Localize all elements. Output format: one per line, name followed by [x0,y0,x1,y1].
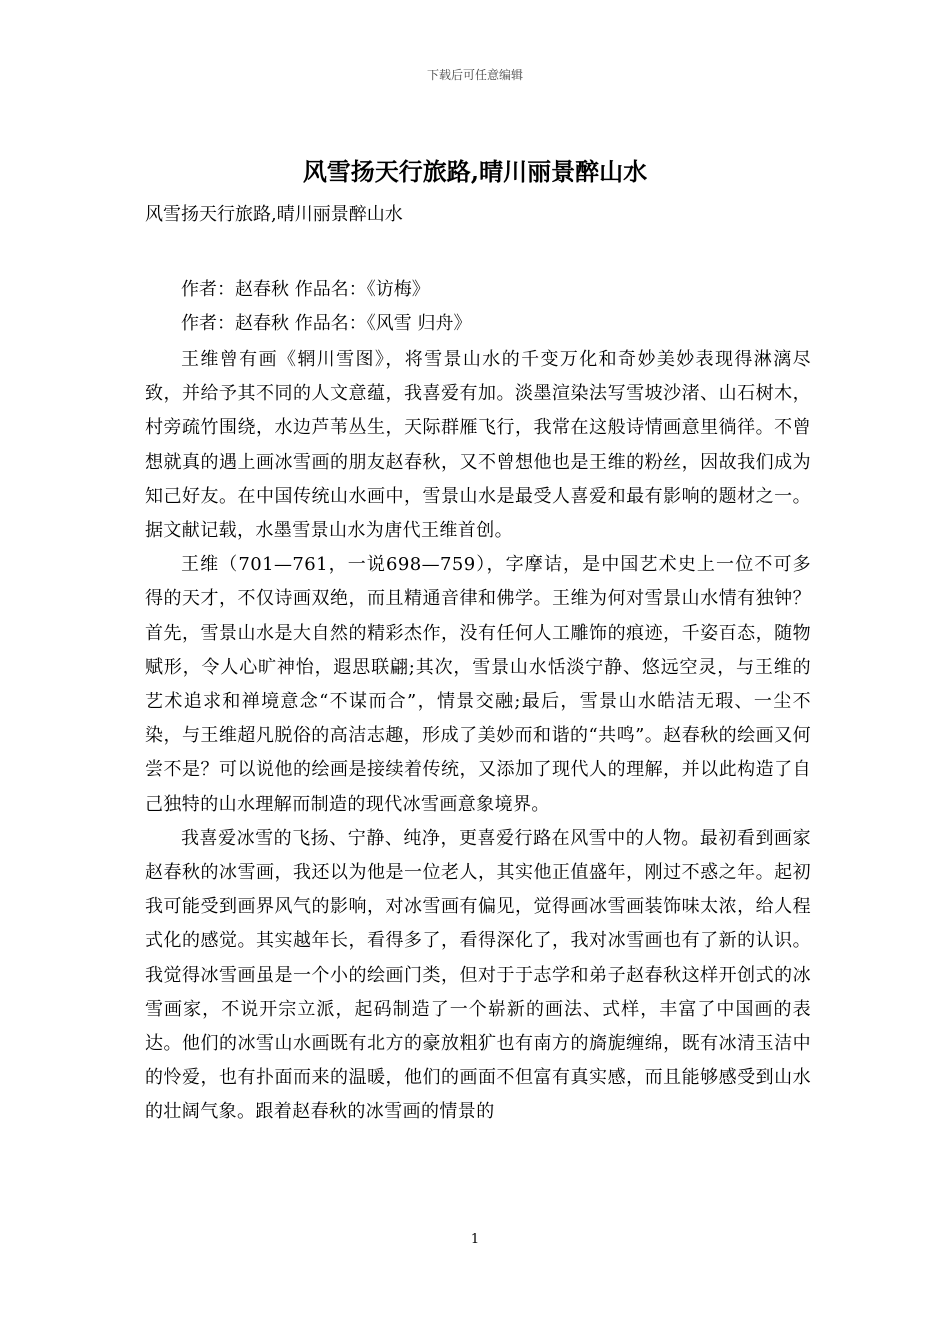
credit-line: 作者：赵春秋 作品名：《访梅》 [181,279,430,300]
body-paragraph: 我喜爱冰雪的飞扬、宁静、纯净，更喜爱行路在风雪中的人物。最初看到画家赵春秋的冰雪画，我还以为他是一位老人，其实他正值盛年，刚过不惑之年。起初我可能受到画界风气的影响，对冰雪画有偏见，觉得画冰雪画装饰味太浓，给人程式化的感觉。其实越年长，看得多了，看得深化了，我对冰雪画也有了新的认识。我觉得冰雪画虽是一个小的绘画门类，但对于于志学和弟子赵春秋这样开创式的冰雪画家，不说开宗立派，起码制造了一个崭新的画法、式样，丰富了中国画的表达。他们的冰雪山水画既有北方的豪放粗犷也有南方的旖旎缠绵，既有冰清玉洁中的怜爱，也有扑面而来的温暖，他们的画面不但富有真实感，而且能够感受到山水的壮阔气象。跟着赵春秋的冰雪画的情景的 [145,827,811,1123]
page-number: 1 [470,1232,480,1247]
body-paragraph: 王维（701—761，一说698—759），字摩诘，是中国艺术史上一位不可多得的天才，不仅诗画双绝，而且精通音律和佛学。王维为何对雪景山水情有独钟？首先，雪景山水是大自然的精彩杰作，没有任何人工雕饰的痕迹，千姿百态，随物赋形，令人心旷神怡，遐思联翩;其次，雪景山水恬淡宁静、悠远空灵，与王维的艺术追求和禅境意念“不谋而合”，情景交融;最后，雪景山水皓洁无瑕、一尘不染，与王维超凡脱俗的高洁志趣，形成了美妙而和谐的“共鸣”。赵春秋的绘画又何尝不是？可以说他的绘画是接续着传统，又添加了现代人的理解，并以此构造了自己独特的山水理解而制造的现代冰雪画意象境界。 [145,554,811,815]
document-subtitle: 风雪扬天行旅路,晴川丽景醉山水 [145,204,403,225]
credits-block [145,273,811,341]
article-body [145,343,811,1130]
page-header-note: 下载后可任意编辑 [426,68,523,82]
credit-line: 作者：赵春秋 作品名：《风雪 归舟》 [181,313,472,334]
body-paragraph: 王维曾有画《辋川雪图》，将雪景山水的千变万化和奇妙美妙表现得淋漓尽致，并给予其不同的人文意蕴，我喜爱有加。淡墨渲染法写雪坡沙渚、山石树木，村旁疏竹围绕，水边芦苇丛生，天际群雁飞行，我常在这般诗情画意里徜徉。不曾想就真的遇上画冰雪画的朋友赵春秋，又不曾想他也是王维的粉丝，因故我们成为知己好友。在中国传统山水画中，雪景山水是最受人喜爱和最有影响的题材之一。据文献记载，水墨雪景山水为唐代王维首创。 [145,349,811,542]
document-title: 风雪扬天行旅路,晴川丽景醉山水 [302,157,648,186]
